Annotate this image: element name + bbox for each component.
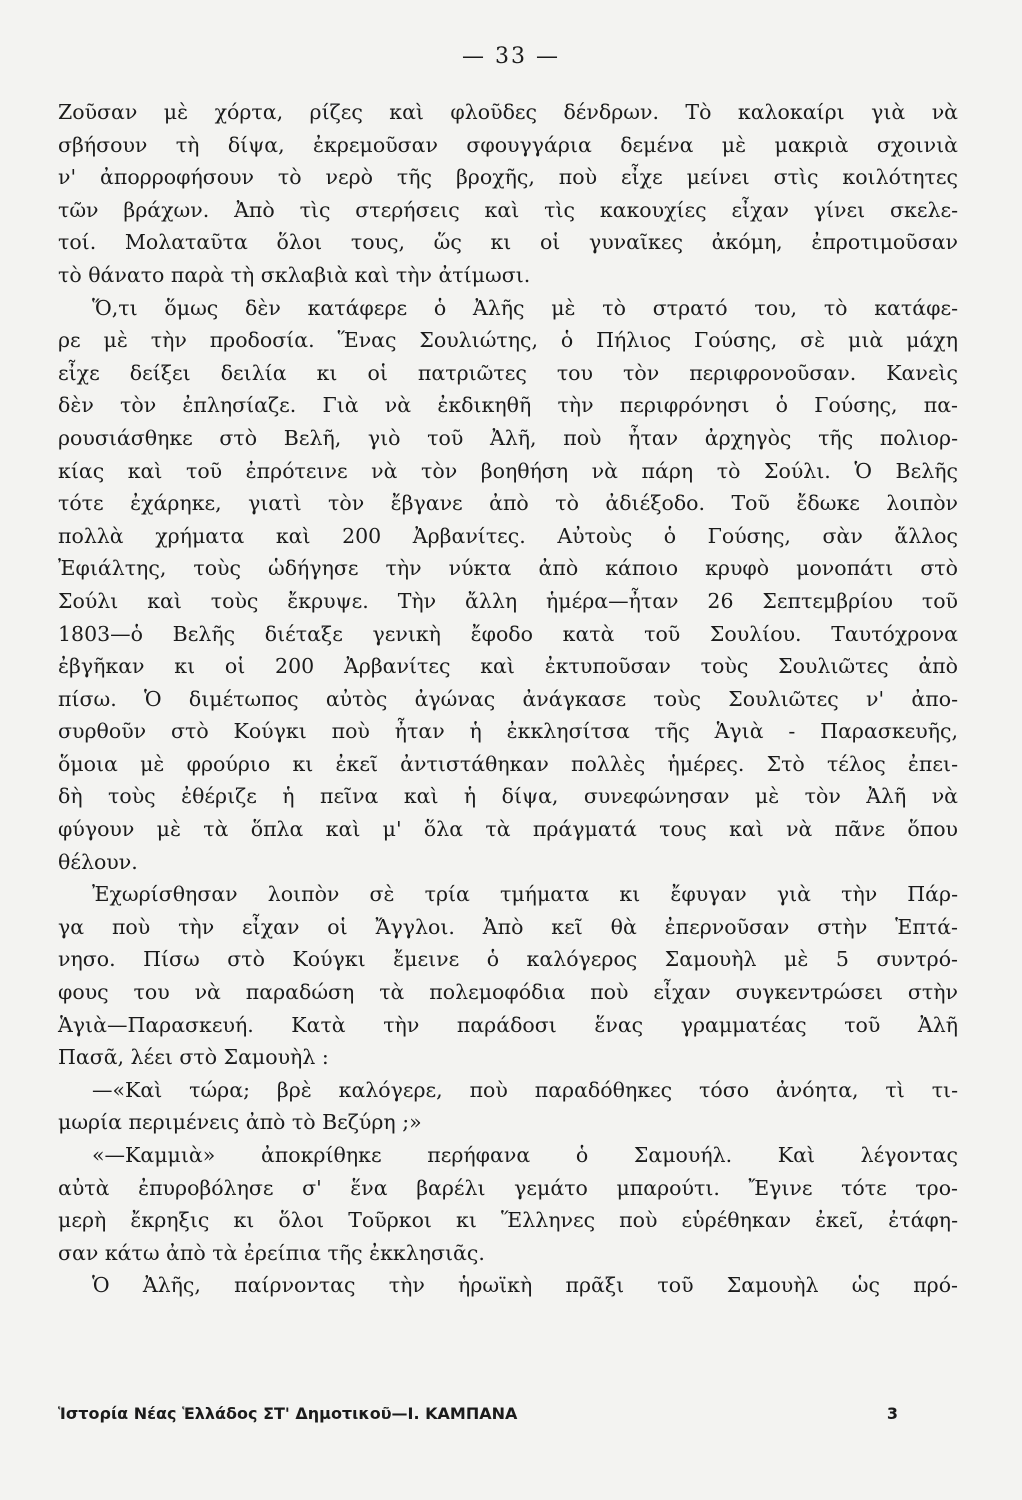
text-line: τότε ἐχάρηκε, γιατὶ τὸν ἔβγανε ἀπὸ τὸ ἀδιέξοδο. Τοῦ ἔδωκε λοιπὸν (58, 491, 958, 516)
paragraph-2 (58, 292, 958, 879)
text-line: ρε μὲ τὴν προδοσία. Ἕνας Σουλιώτης, ὁ Πήλιος Γούσης, σὲ μιὰ μάχη (58, 328, 958, 353)
text-line: Ζοῦσαν μὲ χόρτα, ρίζες καὶ φλοῦδες δένδρων. Τὸ καλοκαίρι γιὰ νὰ (58, 100, 958, 124)
paragraph-5 (58, 1139, 958, 1269)
text-line: Πασᾶ, λέει στὸ Σαμουὴλ : (58, 1045, 329, 1070)
text-line: τοί. Μολαταῦτα ὅλοι τους, ὥς κι οἱ γυναῖκες ἀκόμη, ἐπροτιμοῦσαν (58, 230, 958, 255)
text-line: «—Καμμιὰ» ἀποκρίθηκε περήφανα ὁ Σαμουήλ. Καὶ λέγοντας (92, 1143, 958, 1167)
text-line: Σούλι καὶ τοὺς ἔκρυψε. Τὴν ἄλλη ἡμέρα—ἦταν 26 Σεπτεμβρίου τοῦ (58, 588, 958, 613)
text-line: γα ποὺ τὴν εἶχαν οἱ Ἄγγλοι. Ἀπὸ κεῖ θὰ ἐπερνοῦσαν στὴν Ἑπτά- (58, 914, 958, 939)
text-line: τῶν βράχων. Ἀπὸ τὶς στερήσεις καὶ τὶς κακουχίες εἶχαν γίνει σκελε- (58, 197, 958, 222)
text-line: Ἐχωρίσθησαν λοιπὸν σὲ τρία τμήματα κι ἔφυγαν γιὰ τὴν Πάρ- (92, 882, 958, 907)
text-line: Ἐφιάλτης, τοὺς ὡδήγησε τὴν νύκτα ἀπὸ κάποιο κρυφὸ μονοπάτι στὸ (58, 556, 958, 581)
text-line: εἶχε δείξει δειλία κι οἱ πατριῶτες του τὸν περιφρονοῦσαν. Κανεὶς (58, 360, 958, 385)
text-line: 1803—ὁ Βελῆς διέταξε γενικὴ ἔφοδο κατὰ τοῦ Σουλίου. Ταυτόχρονα (58, 621, 958, 646)
page-footer (58, 1404, 898, 1423)
text-line: νησο. Πίσω στὸ Κούγκι ἔμεινε ὁ καλόγερος Σαμουὴλ μὲ 5 συντρό- (58, 947, 958, 972)
text-line: δὴ τοὺς ἐθέριζε ἡ πεῖνα καὶ ἡ δίψα, συνεφώνησαν μὲ τὸν Ἀλῆ νὰ (58, 784, 958, 809)
footer-signature-number: 3 (886, 1404, 898, 1423)
text-line: κίας καὶ τοῦ ἐπρότεινε νὰ τὸν βοηθήση νὰ πάρη τὸ Σούλι. Ὁ Βελῆς (58, 458, 958, 483)
text-line: τὸ θάνατο παρὰ τὴ σκλαβιὰ καὶ τὴν ἀτίμωσι. (58, 262, 531, 287)
paragraph-6 (58, 1269, 958, 1302)
text-line: δὲν τὸν ἐπλησίαζε. Γιὰ νὰ ἐκδικηθῆ τὴν περιφρόνησι ὁ Γούσης, πα- (58, 393, 958, 418)
text-line: Ἁγιὰ—Παρασκευή. Κατὰ τὴν παράδοσι ἕνας γραμματέας τοῦ Ἀλῆ (58, 1012, 958, 1037)
text-line: Ὁ Ἀλῆς, παίρνοντας τὴν ἡρωϊκὴ πρᾶξι τοῦ Σαμουὴλ ὡς πρό- (92, 1273, 958, 1298)
text-line: συρθοῦν στὸ Κούγκι ποὺ ἦταν ἡ ἐκκλησίτσα τῆς Ἁγιὰ - Παρασκευῆς, (58, 719, 958, 744)
text-line: σαν κάτω ἀπὸ τὰ ἐρείπια τῆς ἐκκλησιᾶς. (58, 1240, 485, 1265)
text-line: ἐβγῆκαν κι οἱ 200 Ἀρβανίτες καὶ ἐκτυποῦσαν τοὺς Σουλιῶτες ἀπὸ (58, 654, 958, 679)
text-line: θέλουν. (58, 849, 138, 874)
text-line: φύγουν μὲ τὰ ὅπλα καὶ μ' ὅλα τὰ πράγματά τους καὶ νὰ πᾶνε ὅπου (58, 817, 958, 842)
text-line: μερὴ ἔκρηξις κι ὅλοι Τοῦρκοι κι Ἕλληνες ποὺ εὑρέθηκαν ἐκεῖ, ἐτάφη- (58, 1208, 958, 1233)
text-line: Ὅ,τι ὅμως δὲν κατάφερε ὁ Ἀλῆς μὲ τὸ στρατό του, τὸ κατάφε- (92, 295, 958, 320)
text-line: ὅμοια μὲ φρούριο κι ἐκεῖ ἀντιστάθηκαν πολλὲς ἡμέρες. Στὸ τέλος ἐπει- (58, 751, 958, 776)
paragraph-4 (58, 1074, 958, 1139)
text-line: πολλὰ χρήματα καὶ 200 Ἀρβανίτες. Αὐτοὺς ὁ Γούσης, σὰν ἄλλος (58, 523, 958, 548)
text-line: πίσω. Ὁ διμέτωπος αὐτὸς ἀγώνας ἀνάγκασε τοὺς Σουλιῶτες ν' ἀπο- (58, 686, 958, 711)
paragraph-1 (58, 96, 958, 292)
paragraph-3 (58, 878, 958, 1074)
page-number: — 33 — (462, 44, 560, 69)
text-line: μωρία περιμένεις ἀπὸ τὸ Βεζύρη ;» (58, 1110, 422, 1135)
text-line: σβήσουν τὴ δίψα, ἐκρεμοῦσαν σφουγγάρια δεμένα μὲ μακριὰ σχοινιὰ (58, 132, 958, 157)
text-line: φους του νὰ παραδώση τὰ πολεμοφόδια ποὺ εἶχαν συγκεντρώσει στὴν (58, 980, 958, 1005)
text-line: αὐτὰ ἐπυροβόλησε σ' ἕνα βαρέλι γεμάτο μπαρούτι. Ἔγινε τότε τρο- (58, 1175, 958, 1200)
footer-book-title: Ἱστορία Νέας Ἑλλάδος ΣΤ' Δημοτικοῦ—Ι. ΚΑΜΠΑΝΑ (58, 1404, 518, 1423)
text-line: —«Καὶ τώρα; βρὲ καλόγερε, ποὺ παραδόθηκες τόσο ἀνόητα, τὶ τι- (92, 1077, 958, 1102)
text-line: ρουσιάσθηκε στὸ Βελῆ, γιὸ τοῦ Ἀλῆ, ποὺ ἦταν ἀρχηγὸς τῆς πολιορ- (58, 425, 958, 450)
text-line: ν' ἀπορροφήσουν τὸ νερὸ τῆς βροχῆς, ποὺ εἶχε μείνει στὶς κοιλότητες (58, 165, 958, 190)
text-body (58, 96, 958, 1302)
